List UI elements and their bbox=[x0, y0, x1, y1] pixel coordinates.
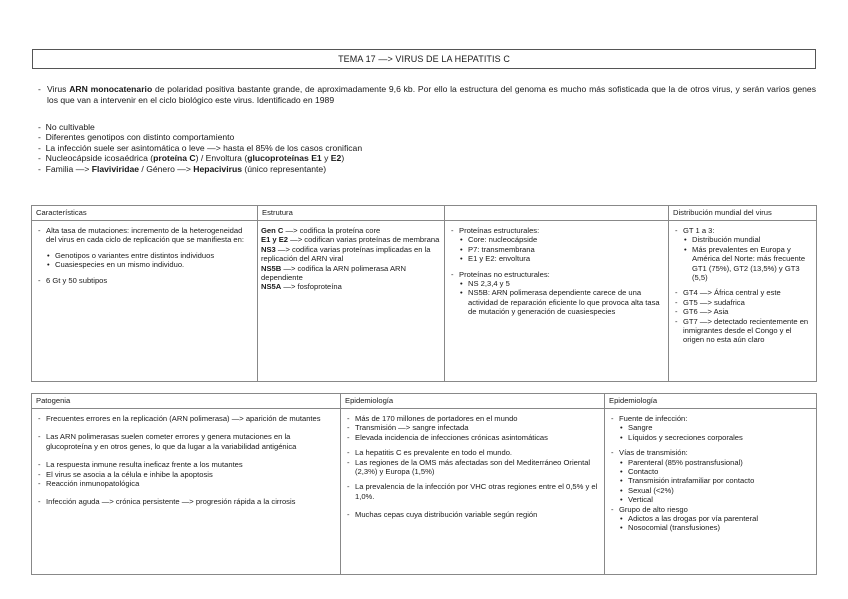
header-caracteristicas: Características bbox=[32, 206, 258, 221]
cell-epidemiologia-2: - Fuente de infección: • Sangre • Líquidos y secreciones corporales - Vías de transmisión: • Parenteral (85% postransfusional) • Contacto • Transmisión intrafamiliar por contacto • Sexual (<2%) • Vertical - Grupo de alto riesgo • Adictos a las drogas por vía parenteral • Nosocomial (transfusiones) bbox=[605, 409, 817, 575]
fact-item: - Diferentes genotipos con distinto comportamiento bbox=[38, 132, 235, 143]
epidemiology-table bbox=[31, 393, 817, 575]
header-blank bbox=[445, 206, 669, 221]
header-epidemiologia-1: Epidemiología bbox=[341, 394, 605, 409]
page-title-text: TEMA 17 —> VIRUS DE LA HEPATITIS C bbox=[338, 54, 510, 64]
fact-item: - Familia —> Flaviviridae / Género —> Hepacivirus (único representante) bbox=[38, 163, 327, 174]
facts-list bbox=[38, 122, 738, 174]
header-distribucion: Distribución mundial del virus bbox=[669, 206, 817, 221]
cell-epidemiologia-1: - Más de 170 millones de portadores en el mundo - Transmisión —> sangre infectada - Elevada incidencia de infecciones crónicas asintomáticas - La hepatitis C es prevalente en todo el mundo. - Las regiones de la OMS más afectadas son del Mediterráneo Oriental (2,3%) y Europa (1,5%) - La prevalencia de la infección por VHC otras regiones entre el 0,5% y el 1,0%. - Muchas cepas cuya distribución variable según región bbox=[341, 409, 605, 575]
header-patogenia: Patogenia bbox=[32, 394, 341, 409]
cell-caracteristicas: - Alta tasa de mutaciones: incremento de la heterogeneidad del virus en cada ciclo de replicación que se manifiesta en: • Genotipos o variantes entre distintos individuos • Cuasiespecies en un mismo individuo. - 6 Gt y 50 subtipos bbox=[32, 221, 258, 382]
header-estructura: Estrutura bbox=[258, 206, 445, 221]
cell-patogenia: - Frecuentes errores en la replicación (ARN polimerasa) —> aparición de mutantes - Las ARN polimerasas suelen cometer errores y genera mutaciones en la glucoproteína y en otros genes, lo que da lugar a la variabilidad antigénica - La respuesta inmune resulta ineficaz frente a los mutantes - El virus se asocia a la célula e inhibe la apoptosis - Reacción inmunopatológica - Infección aguda —> crónica persistente —> progresión rápida a la cirrosis bbox=[32, 409, 341, 575]
cell-proteinas: - Proteínas estructurales: • Core: nucleocápside • P7: transmembrana • E1 y E2: envoltura - Proteínas no estructurales: • NS 2,3,4 y 5 • NS5B: ARN polimerasa dependiente carece de una actividad de reparación eficiente lo que provoca alta tasa de mutación y generación de cuasiespecies bbox=[445, 221, 669, 382]
fact-item: - No cultivable bbox=[38, 122, 95, 132]
fact-item: - Nucleocápside icosaédrica (proteína C) / Envoltura (glucoproteínas E1 y E2) bbox=[38, 153, 345, 164]
fact-item: - La infección suele ser asintomática o leve —> hasta el 85% de los casos cronifican bbox=[38, 142, 363, 153]
intro-paragraph: - Virus ARN monocatenario de polaridad positiva bastante grande, de aproximadamente 9,6 kb. Por ello la estructura del genoma es mucho más sofisticada que la de otros virus, y serán varios genes los que van a intervenir en el ciclo biológico este virus. Identificado en 1989 bbox=[38, 84, 816, 105]
structure-table bbox=[31, 205, 817, 382]
cell-distribucion: - GT 1 a 3: • Distribución mundial • Más prevalentes en Europa y América del Norte: más frecuente GT1 (75%), GT2 (13,5%) y GT3 (5,5) - GT4 —> África central y este - GT5 —> sudafrica - GT6 —> Asia - GT7 —> detectado recientemente en inmigrantes desde el Congo y el origen no esta aún claro bbox=[669, 221, 817, 382]
cell-estructura: Gen C —> codifica la proteína core E1 y E2 —> codifican varias proteínas de membrana NS3 —> codifica varias proteínas implicadas en la replicación del ARN viral NS5B —> codifica la ARN polimerasa ARN dependiente NS5A —> fosfoproteína bbox=[258, 221, 445, 382]
header-epidemiologia-2: Epidemiología bbox=[605, 394, 817, 409]
page-title bbox=[32, 49, 816, 69]
